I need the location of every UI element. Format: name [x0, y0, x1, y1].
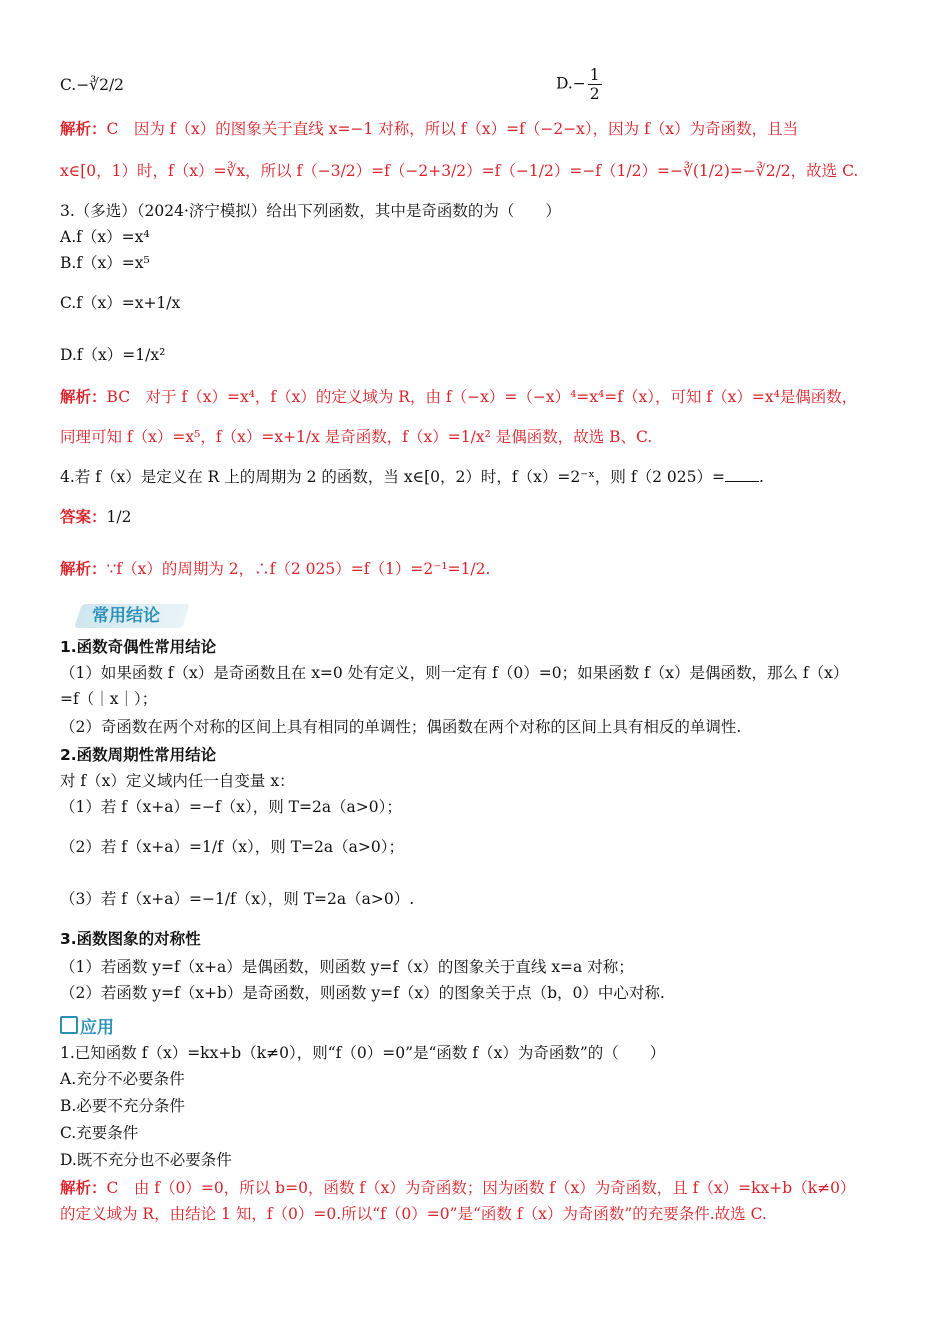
solution-text: ∵f（x）的周期为 2，∴f（2 025）=f（1）=2⁻¹=1/2. [106, 560, 491, 578]
conclusion-text: =f（｜x｜）； [60, 690, 158, 708]
q2-option-d[interactable] [556, 66, 604, 103]
conclusion-text: （2）若 f（x+a）=1/f（x），则 T=2a（a>0）； [60, 838, 404, 856]
solution-label: 解析： [60, 388, 107, 406]
conclusion-text: 对 f（x）定义域内任一自变量 x： [60, 772, 295, 790]
conclusion-heading-2: 2.函数周期性常用结论 [60, 746, 217, 764]
app-q1-solution-line-2: 的定义域为 R，由结论 1 知，f（0）=0.所以“f（0）=0”是“函数 f（x）为奇函数”的充要条件.故选 C. [60, 1205, 767, 1223]
q3-solution-line-1 [60, 386, 857, 408]
q4-solution [60, 558, 490, 580]
conclusion-heading-3: 3.函数图象的对称性 [60, 930, 201, 948]
solution-label: 解析： [60, 1179, 107, 1197]
app-q1-option-c[interactable]: C.充要条件 [60, 1124, 139, 1142]
solution-text: C 由 f（0）=0，所以 b=0，函数 f（x）为奇函数；因为函数 f（x）为奇函数，且 f（x）=kx+b（k≠0） [106, 1179, 856, 1197]
q2-option-d-label: D.− [556, 74, 586, 93]
q4-stem [60, 466, 764, 488]
answer-blank[interactable] [725, 467, 759, 482]
solution-text: C 因为 f（x）的图象关于直线 x=−1 对称，所以 f（x）=f（−2−x），因为 f（x）为奇函数，且当 [106, 120, 799, 138]
q3-solution-line-2: 同理可知 f（x）=x⁵，f（x）=x+1/x 是奇函数，f（x）=1/x² 是偶函数，故选 B、C. [60, 428, 653, 446]
q4-stem-text: 4.若 f（x）是定义在 R 上的周期为 2 的函数，当 x∈[0，2）时，f（x）=2⁻ˣ，则 f（2 025）= [60, 468, 725, 486]
q4-stem-end: . [758, 468, 764, 486]
solution-text: BC 对于 f（x）=x⁴，f（x）的定义域为 R，由 f（−x）=（−x）⁴=x⁴=f（x），可知 f（x）=x⁴是偶函数， [106, 388, 858, 406]
q2-solution-line-1 [60, 118, 798, 140]
q3-stem: 3.（多选）（2024·济宁模拟）给出下列函数，其中是奇函数的为（ ） [60, 202, 561, 220]
conclusion-text: （1）若 f（x+a）=−f（x），则 T=2a（a>0）； [60, 798, 402, 816]
answer-value: 1/2 [106, 508, 132, 526]
app-q1-option-d[interactable]: D.既不充分也不必要条件 [60, 1151, 232, 1169]
q3-option-a[interactable]: A.f（x）=x⁴ [60, 228, 150, 246]
app-q1-stem: 1.已知函数 f（x）=kx+b（k≠0），则“f（0）=0”是“函数 f（x）为奇函数”的（ ） [60, 1044, 666, 1062]
conclusion-text: （1）如果函数 f（x）是奇函数且在 x=0 处有定义，则一定有 f（0）=0；如果函数 f（x）是偶函数，那么 f（x） [60, 664, 849, 682]
conclusion-text: （3）若 f（x+a）=−1/f（x），则 T=2a（a>0）. [60, 890, 415, 908]
q2-option-c[interactable]: C.−∛2/2 [60, 76, 125, 94]
conclusion-text: （2）奇函数在两个对称的区间上具有相同的单调性；偶函数在两个对称的区间上具有相反的单调性. [60, 718, 742, 736]
app-q1-option-b[interactable]: B.必要不充分条件 [60, 1097, 185, 1115]
q4-answer [60, 506, 131, 528]
solution-label: 解析： [60, 120, 107, 138]
answer-label: 答案： [60, 508, 107, 526]
conclusion-text: （2）若函数 y=f（x+b）是奇函数，则函数 y=f（x）的图象关于点（b，0）中心对称. [60, 984, 665, 1002]
q3-option-b[interactable]: B.f（x）=x⁵ [60, 254, 150, 272]
app-q1-solution-line-1 [60, 1177, 855, 1199]
conclusion-text: （1）若函数 y=f（x+a）是偶函数，则函数 y=f（x）的图象关于直线 x=a 对称； [60, 958, 634, 976]
q2-solution-line-2: x∈[0，1）时，f（x）=∛x，所以 f（−3/2）=f（−2+3/2）=f（−1/2）=−f（1/2）=−∛(1/2)=−∛2/2，故选 C. [60, 162, 859, 180]
fraction-half: $\frac{1}{2}$ [589, 66, 600, 103]
application-title: 应用 [80, 1018, 114, 1038]
section-banner-title: 常用结论 [92, 606, 160, 626]
app-q1-option-a[interactable]: A.充分不必要条件 [60, 1070, 185, 1088]
solution-label: 解析： [60, 560, 107, 578]
q3-option-d[interactable]: D.f（x）=1/x² [60, 346, 166, 364]
q3-option-c[interactable]: C.f（x）=x+1/x [60, 294, 181, 312]
application-icon [60, 1016, 78, 1034]
conclusion-heading-1: 1.函数奇偶性常用结论 [60, 638, 217, 656]
